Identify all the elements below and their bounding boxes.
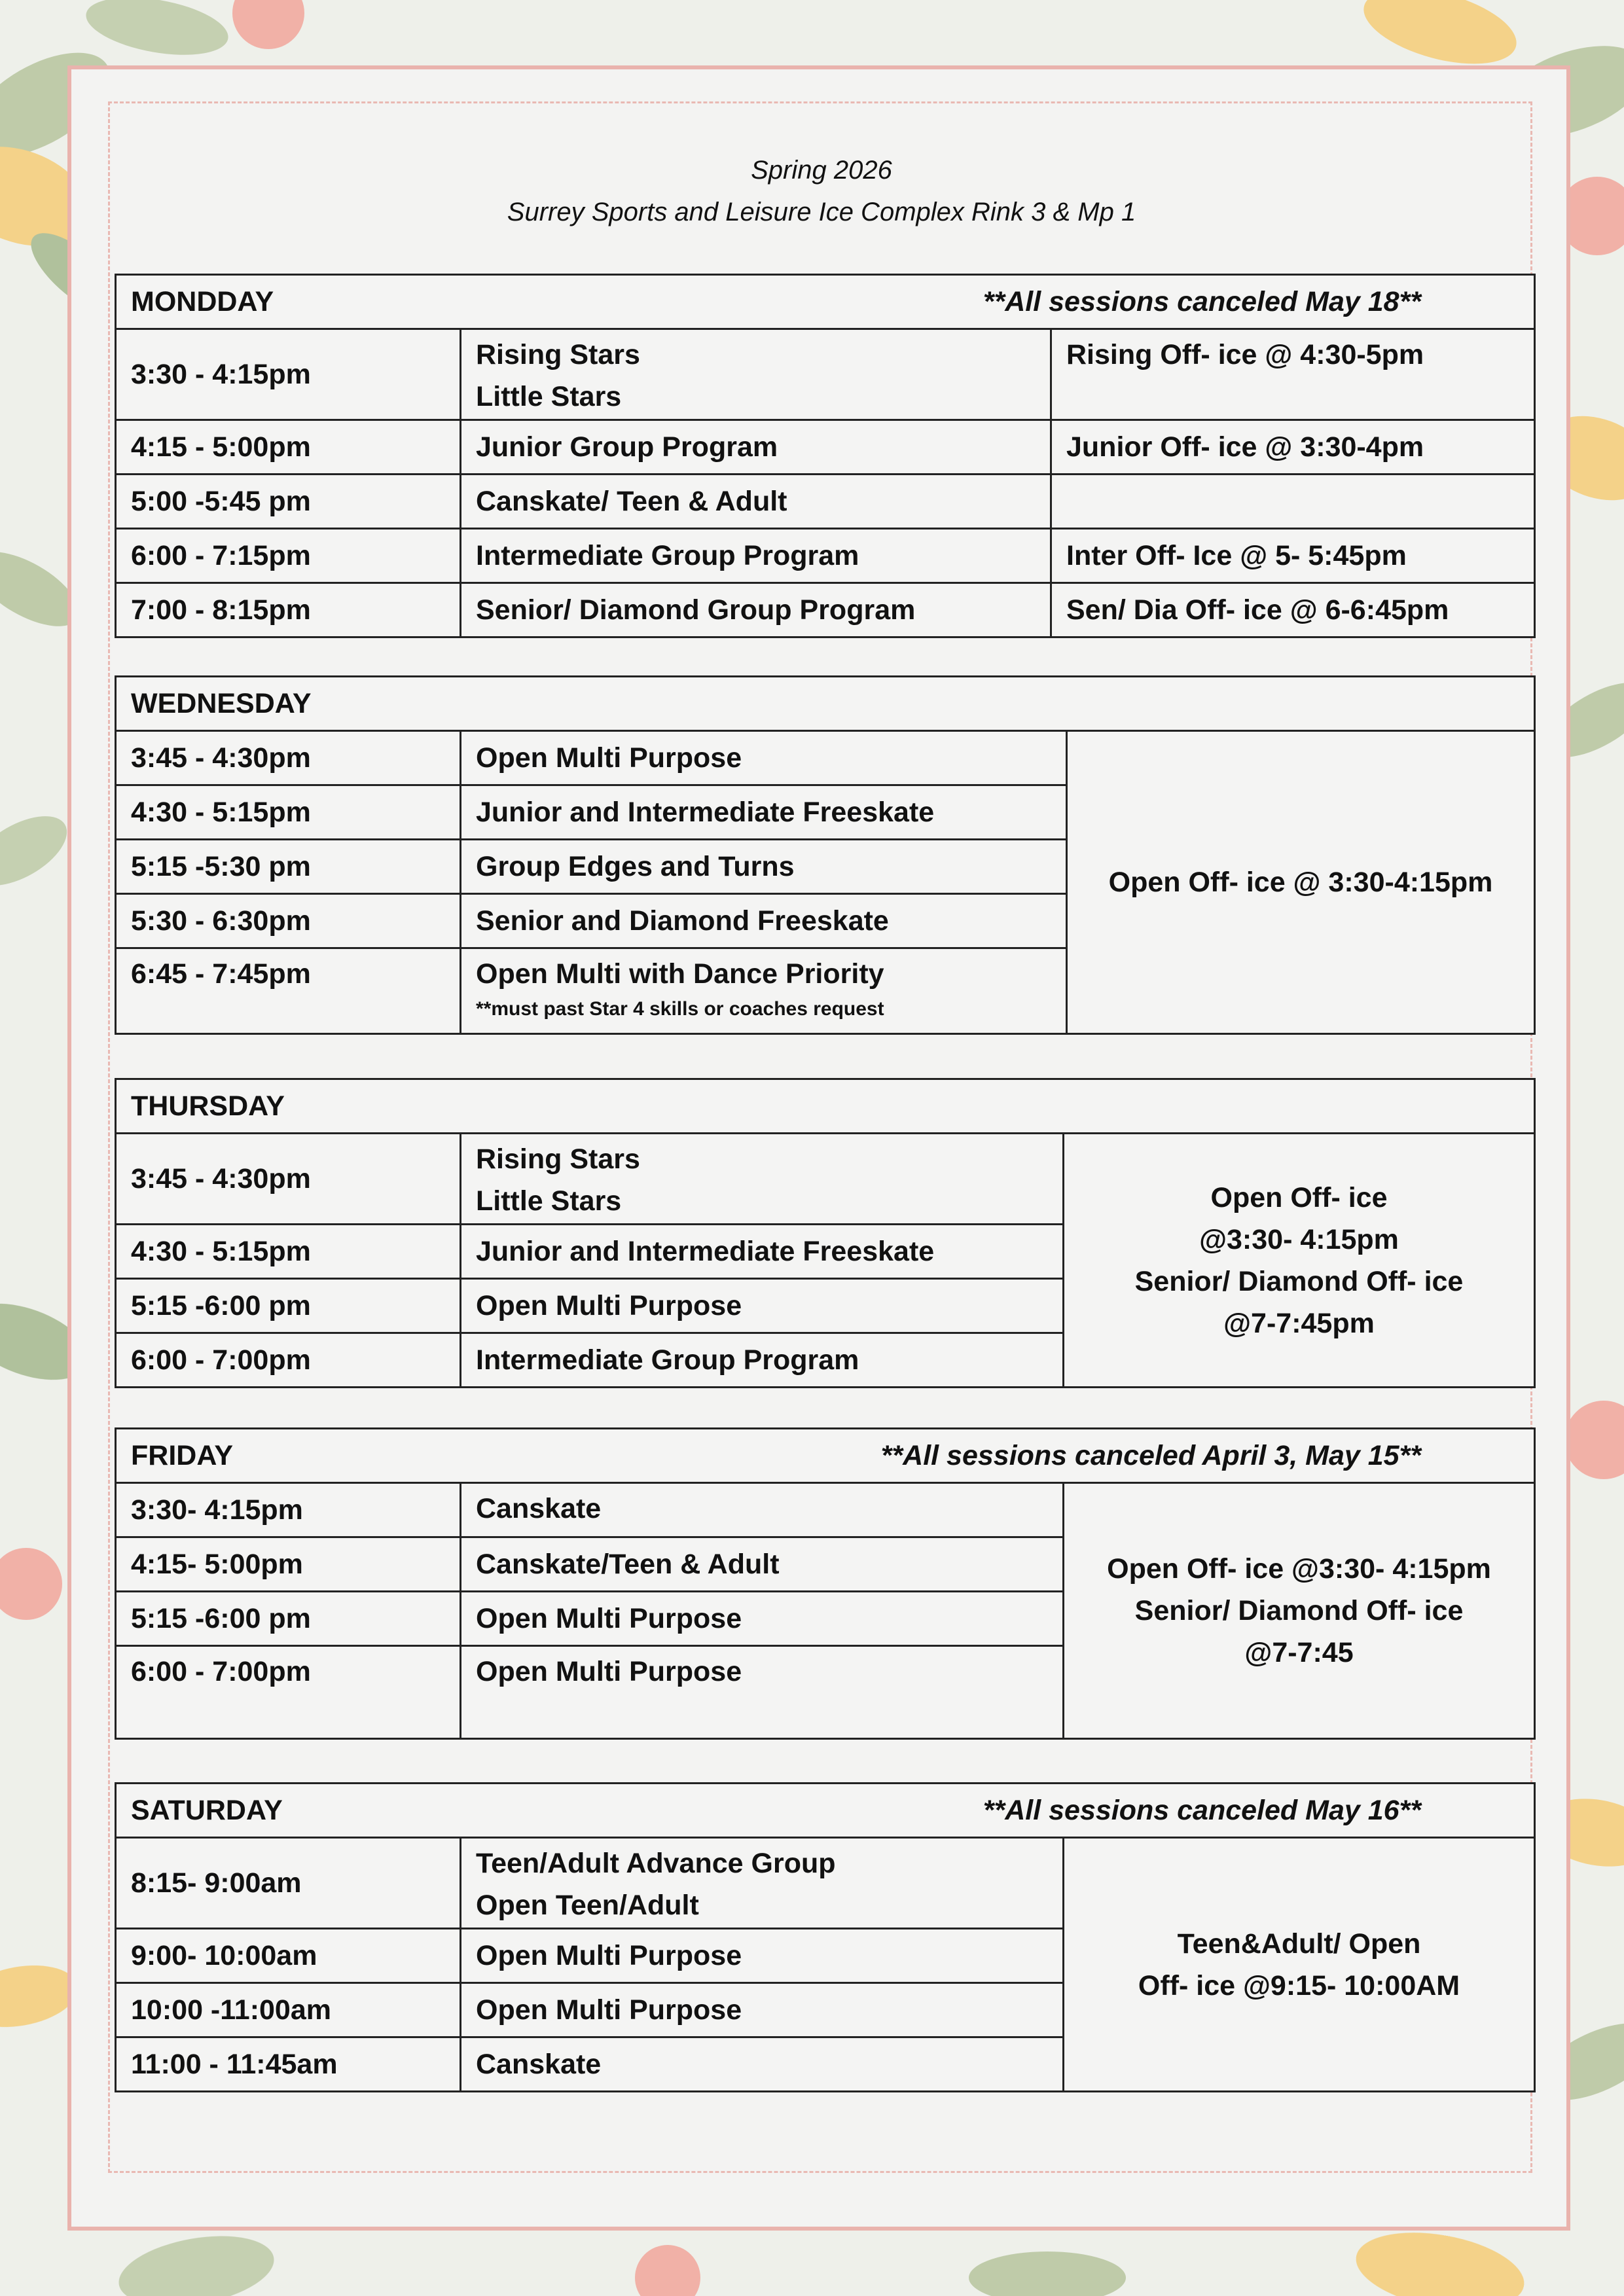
office-cell: Open Off- ice @ 3:30-4:15pm — [1067, 731, 1535, 1034]
day-label: WEDNESDAY — [131, 688, 312, 719]
thursday-table — [115, 1078, 1536, 1388]
wednesday-header — [116, 677, 1535, 731]
time-cell: 6:45 - 7:45pm — [116, 948, 461, 1034]
table-row — [116, 1483, 1535, 1537]
office-cell: Rising Off- ice @ 4:30-5pm — [1051, 329, 1535, 420]
season-title: Spring 2026 — [751, 156, 892, 185]
monday-table — [115, 274, 1536, 638]
eligibility-note: **must past Star 4 skills or coaches request — [476, 998, 884, 1020]
office-cell — [1051, 475, 1535, 529]
time-cell: 6:00 - 7:00pm — [116, 1333, 461, 1388]
flower-decoration-bottom — [113, 2221, 1530, 2296]
cancellation-note: **All sessions canceled May 18** — [983, 286, 1422, 317]
time-cell: 6:00 - 7:15pm — [116, 529, 461, 583]
saturday-table — [115, 1782, 1536, 2092]
time-cell: 3:45 - 4:30pm — [116, 1134, 461, 1225]
time-cell: 6:00 - 7:00pm — [116, 1646, 461, 1739]
program-cell: Senior and Diamond Freeskate — [461, 894, 1067, 948]
day-label: SATURDAY — [131, 1795, 283, 1826]
schedule-heading — [115, 149, 1528, 233]
time-cell: 5:15 -6:00 pm — [116, 1279, 461, 1333]
time-cell: 4:15- 5:00pm — [116, 1537, 461, 1592]
cancellation-note: **All sessions canceled April 3, May 15** — [880, 1440, 1422, 1471]
program-cell: Canskate/Teen & Adult — [461, 1537, 1064, 1592]
time-cell: 5:00 -5:45 pm — [116, 475, 461, 529]
program-cell: Teen/Adult Advance Group Open Teen/Adult — [461, 1838, 1064, 1929]
time-cell: 4:15 - 5:00pm — [116, 420, 461, 475]
day-label: MONDDAY — [131, 286, 274, 317]
program-cell: Junior and Intermediate Freeskate — [461, 785, 1067, 840]
program-cell: Open Multi Purpose — [461, 731, 1067, 785]
program-cell: Open Multi Purpose — [461, 1929, 1064, 1983]
wednesday-table — [115, 675, 1536, 1035]
program-cell: Rising Stars Little Stars — [461, 1134, 1064, 1225]
program-cell: Rising Stars Little Stars — [461, 329, 1051, 420]
friday-header — [116, 1429, 1535, 1483]
time-cell: 3:45 - 4:30pm — [116, 731, 461, 785]
table-row — [116, 420, 1535, 475]
day-label: FRIDAY — [131, 1440, 234, 1471]
program-cell: Group Edges and Turns — [461, 840, 1067, 894]
program-cell: Canskate — [461, 1483, 1064, 1537]
program-cell: Open Multi Purpose — [461, 1646, 1064, 1739]
office-cell: Junior Off- ice @ 3:30-4pm — [1051, 420, 1535, 475]
time-cell: 4:30 - 5:15pm — [116, 785, 461, 840]
program-cell: Open Multi with Dance Priority **must past Star 4 skills or coaches request — [461, 948, 1067, 1034]
time-cell: 9:00- 10:00am — [116, 1929, 461, 1983]
time-cell: 3:30- 4:15pm — [116, 1483, 461, 1537]
program-cell: Canskate/ Teen & Adult — [461, 475, 1051, 529]
table-row — [116, 475, 1535, 529]
time-cell: 5:15 -6:00 pm — [116, 1592, 461, 1646]
program-cell: Senior/ Diamond Group Program — [461, 583, 1051, 637]
program-cell: Canskate — [461, 2037, 1064, 2092]
program-cell: Open Multi Purpose — [461, 1279, 1064, 1333]
time-cell: 5:15 -5:30 pm — [116, 840, 461, 894]
office-cell: Sen/ Dia Off- ice @ 6-6:45pm — [1051, 583, 1535, 637]
table-row — [116, 583, 1535, 637]
day-label: THURSDAY — [131, 1090, 285, 1122]
table-row — [116, 1838, 1535, 1929]
time-cell: 10:00 -11:00am — [116, 1983, 461, 2037]
friday-table — [115, 1427, 1536, 1740]
office-cell: Teen&Adult/ Open Off- ice @9:15- 10:00AM — [1064, 1838, 1535, 2092]
program-cell: Intermediate Group Program — [461, 1333, 1064, 1388]
time-cell: 5:30 - 6:30pm — [116, 894, 461, 948]
table-row — [116, 1134, 1535, 1225]
office-cell: Inter Off- Ice @ 5- 5:45pm — [1051, 529, 1535, 583]
cancellation-note: **All sessions canceled May 16** — [983, 1795, 1422, 1826]
program-cell: Junior and Intermediate Freeskate — [461, 1225, 1064, 1279]
program-cell: Open Multi Purpose — [461, 1592, 1064, 1646]
time-cell: 3:30 - 4:15pm — [116, 329, 461, 420]
office-cell: Open Off- ice @3:30- 4:15pm Senior/ Diamond Off- ice @7-7:45 — [1064, 1483, 1535, 1739]
time-cell: 7:00 - 8:15pm — [116, 583, 461, 637]
program-cell: Open Multi Purpose — [461, 1983, 1064, 2037]
time-cell: 8:15- 9:00am — [116, 1838, 461, 1929]
thursday-header — [116, 1079, 1535, 1134]
table-row — [116, 329, 1535, 420]
program-cell: Intermediate Group Program — [461, 529, 1051, 583]
time-cell: 4:30 - 5:15pm — [116, 1225, 461, 1279]
office-cell: Open Off- ice @3:30- 4:15pm Senior/ Diamond Off- ice @7-7:45pm — [1064, 1134, 1535, 1388]
time-cell: 11:00 - 11:45am — [116, 2037, 461, 2092]
table-row — [116, 731, 1535, 785]
saturday-header — [116, 1784, 1535, 1838]
monday-header — [116, 275, 1535, 329]
table-row — [116, 529, 1535, 583]
facility-title: Surrey Sports and Leisure Ice Complex Rink 3 & Mp 1 — [507, 198, 1136, 226]
program-cell: Junior Group Program — [461, 420, 1051, 475]
